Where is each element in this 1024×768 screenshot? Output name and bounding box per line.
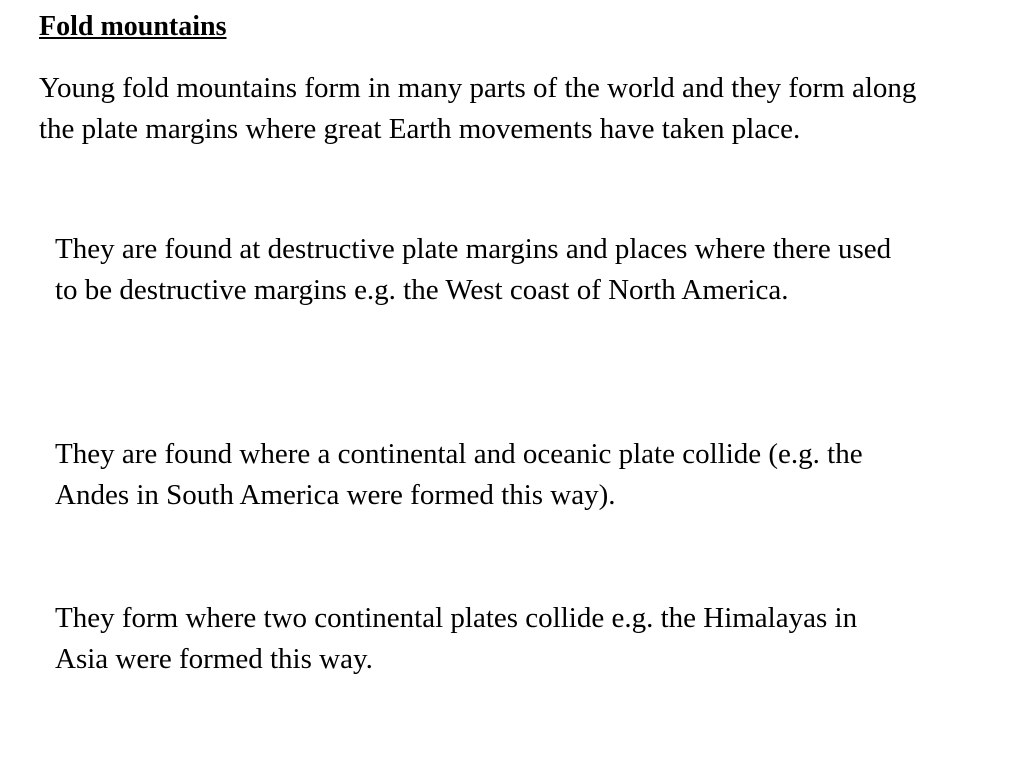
page-title: Fold mountains [39, 11, 227, 42]
paragraph-destructive-margins: They are found at destructive plate margins and places where there used to be destructive margins e.g. the West coast of North America. [55, 233, 892, 306]
paragraph-continental-oceanic: They are found where a continental and oceanic plate collide (e.g. the Andes in South America were formed this way). [55, 438, 863, 511]
intro-paragraph: Young fold mountains form in many parts of the world and they form along the plate margins where great Earth movements have taken place. [39, 72, 917, 145]
paragraph-continental-continental: They form where two continental plates collide e.g. the Himalayas in Asia were formed this way. [55, 602, 858, 675]
